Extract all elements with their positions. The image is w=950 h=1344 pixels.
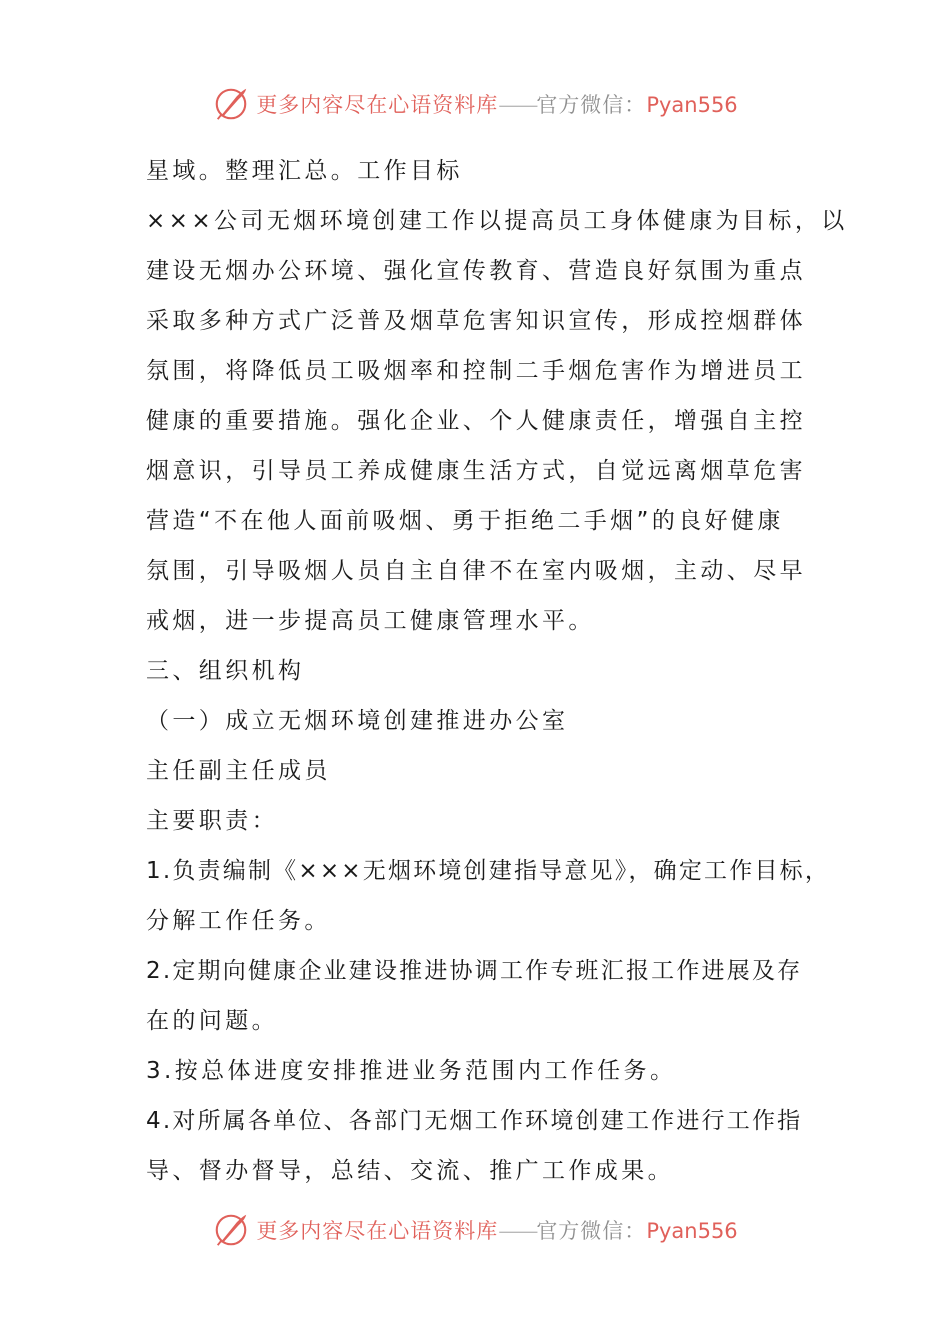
subsection-heading: （一）成立无烟环境创建推进办公室: [146, 708, 569, 734]
header-banner-separator: ——: [498, 93, 537, 117]
body-line: 主要职责：: [146, 808, 278, 834]
footer-wechat-label: 官方微信：: [536, 1219, 647, 1243]
footer-banner-text: [256, 1215, 737, 1245]
body-line: 星域。整理汇总。工作目标: [146, 158, 463, 184]
footer-banner-separator: ——: [498, 1219, 537, 1243]
body-line: 分解工作任务。: [146, 908, 331, 934]
body-line: 烟意识，引导员工养成健康生活方式，自觉远离烟草危害: [146, 458, 806, 484]
document-body: [146, 146, 848, 1196]
footer-wechat-id: Pyan556: [646, 1219, 738, 1243]
section-heading: 三、组织机构: [146, 658, 305, 684]
body-line: 健康的重要措施。强化企业、个人健康责任，增强自主控: [146, 408, 806, 434]
body-line: 主任副主任成员: [146, 758, 331, 784]
body-line: ×××公司无烟环境创建工作以提高员工身体健康为目标，以: [146, 208, 848, 234]
body-line: 在的问题。: [146, 1008, 278, 1034]
header-banner-title: 更多内容尽在心语资料库: [256, 93, 499, 117]
body-line: 氛围，引导吸烟人员自主自律不在室内吸烟，主动、尽早: [146, 558, 806, 584]
body-line: 4.对所属各单位、各部门无烟工作环境创建工作进行工作指: [146, 1108, 803, 1134]
body-line: 导、督办督导，总结、交流、推广工作成果。: [146, 1158, 674, 1184]
body-line: 1.负责编制《×××无烟环境创建指导意见》，确定工作目标，: [146, 858, 831, 884]
body-line: 2.定期向健康企业建设推进协调工作专班汇报工作进展及存: [146, 958, 803, 984]
header-banner-text: [256, 89, 737, 119]
body-line: 戒烟，进一步提高员工健康管理水平。: [146, 608, 595, 634]
header-wechat-id: Pyan556: [646, 93, 738, 117]
quill-pen-logo-icon: [212, 85, 250, 123]
footer-banner-title: 更多内容尽在心语资料库: [256, 1219, 499, 1243]
footer-banner: [0, 1208, 950, 1252]
quill-pen-logo-icon: [212, 1211, 250, 1249]
body-line: 营造“不在他人面前吸烟、勇于拒绝二手烟”的良好健康: [146, 508, 784, 534]
body-line: 3.按总体进度安排推进业务范围内工作任务。: [146, 1058, 677, 1084]
body-line: 氛围，将降低员工吸烟率和控制二手烟危害作为增进员工: [146, 358, 806, 384]
body-line: 采取多种方式广泛普及烟草危害知识宣传，形成控烟群体: [146, 308, 806, 334]
body-line: 建设无烟办公环境、强化宣传教育、营造良好氛围为重点: [146, 258, 806, 284]
header-banner: [0, 82, 950, 126]
header-wechat-label: 官方微信：: [536, 93, 647, 117]
